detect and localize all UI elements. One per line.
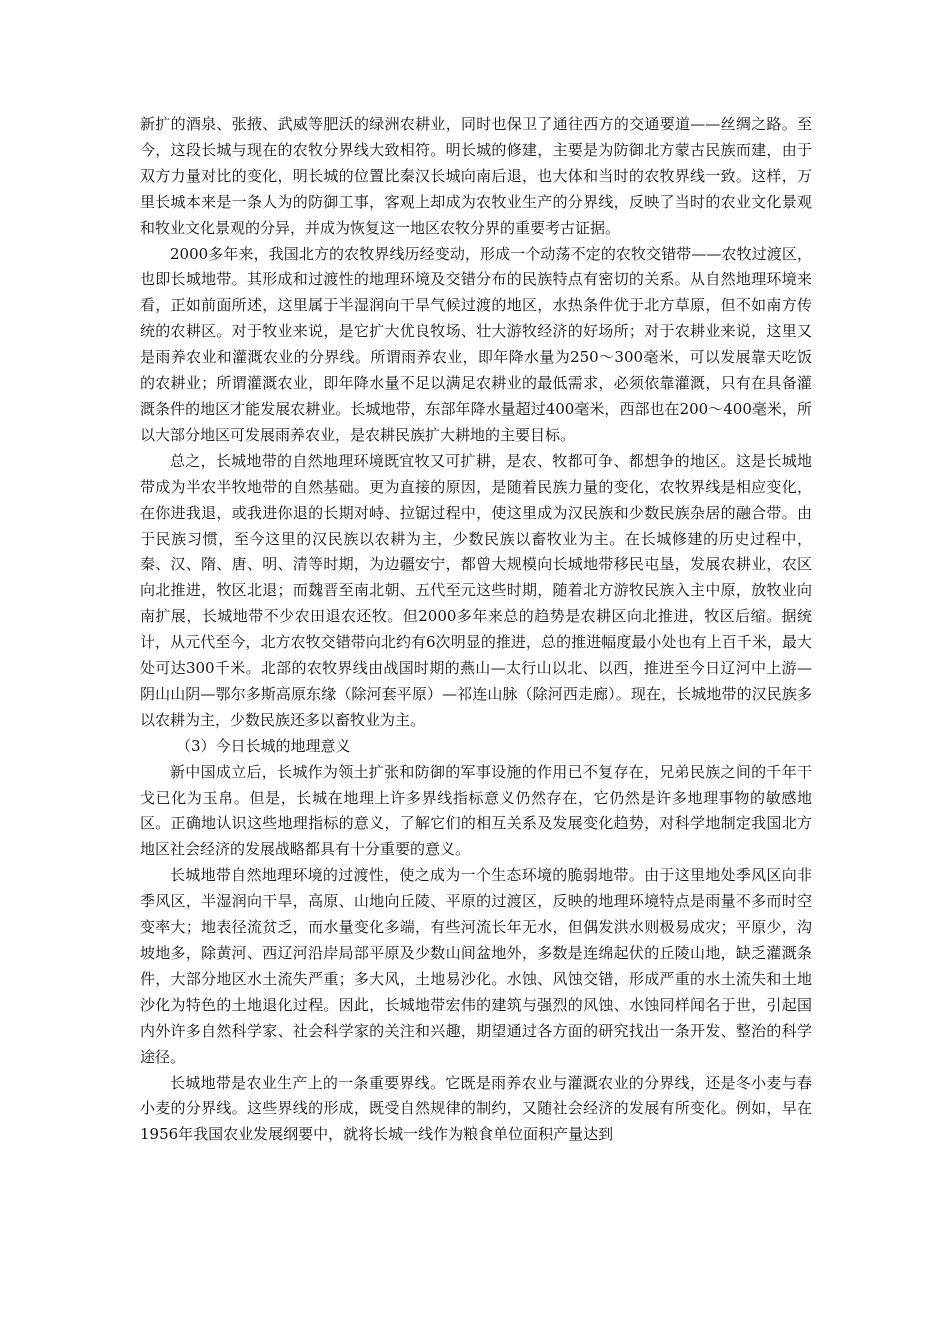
paragraph-1: 新扩的酒泉、张掖、武威等肥沃的绿洲农耕业，同时也保卫了通往西方的交通要道——丝绸之路。至今，这段长城与现在的农牧分界线大致相符。明长城的修建，主要是为防御北方蒙古民族而建，由于双方力量对比的变化，明长城的位置比秦汉长城向南后退，也大体和当时的农牧界线一致。这样，万里长城本来是一条人为的防御工事，客观上却成为农牧业生产的分界线，反映了当时的农业文化景观和牧业文化景观的分异，并成为恢复这一地区农牧分界的重要考古证据。	[140, 115, 812, 237]
paragraph-2: 2000多年来，我国北方的农牧界线历经变动，形成一个动荡不定的农牧交错带——农牧过渡区，也即长城地带。其形成和过渡性的地理环境及交错分布的民族特点有密切的关系。从自然地理环境来看，正如前面所述，这里属于半湿润向干旱气候过渡的地区，水热条件优于北方草原，但不如南方传统的农耕区。对于牧业来说，是它扩大优良牧场、壮大游牧经济的好场所；对于农耕业来说，这里又是雨养农业和灌溉农业的分界线。所谓雨养农业，即年降水量为250～300毫米，可以发展靠天吃饭的农耕业；所谓灌溉农业，即年降水量不足以满足农耕业的最低需求，必须依靠灌溉，只有在具备灌溉条件的地区才能发展农耕业。长城地带，东部年降水量超过400毫米，西部也在200～400毫米，所以大部分地区可发展雨养农业，是农耕民族扩大耕地的主要目标。	[140, 244, 812, 444]
document-body	[140, 112, 812, 1148]
section-heading: （3）今日长城的地理意义	[176, 736, 351, 755]
paragraph-6: 长城地带是农业生产上的一条重要界线。它既是雨养农业与灌溉农业的分界线，还是冬小麦与春小麦的分界线。这些界线的形成，既受自然规律的制约，又随社会经济的发展有所变化。例如，早在1956年我国农业发展纲要中，就将长城一线作为粮食单位面积产量达到	[140, 1073, 812, 1144]
paragraph-3: 总之，长城地带的自然地理环境既宜牧又可扩耕，是农、牧都可争、都想争的地区。这是长城地带成为半农半牧地带的自然基础。更为直接的原因，是随着民族力量的变化，农牧界线是相应变化，在你进我退，或我进你退的长期对峙、拉锯过程中，使这里成为汉民族和少数民族杂居的融合带。由于民族习惯，至今这里的汉民族以农耕为主，少数民族以畜牧业为主。在长城修建的历史过程中，秦、汉、隋、唐、明、清等时期，为边疆安宁，都曾大规模向长城地带移民屯垦，发展农耕业，农区向北推进，牧区北退；而魏晋至南北朝、五代至元这些时期，随着北方游牧民族入主中原，放牧业向南扩展，长城地带不少农田退农还牧。但2000多年来总的趋势是农耕区向北推进，牧区后缩。据统计，从元代至今，北方农牧交错带向北约有6次明显的推进，总的推进幅度最小处也有上百千米，最大处可达300千米。北部的农牧界线由战国时期的燕山—太行山以北、以西，推进至今日辽河中上游—阴山山阴—鄂尔多斯高原东缘（除河套平原）—祁连山脉（除河西走廊）。现在，长城地带的汉民族多以农耕为主，少数民族还多以畜牧业为主。	[140, 451, 812, 729]
paragraph-4: 新中国成立后，长城作为领土扩张和防御的军事设施的作用已不复存在，兄弟民族之间的千年干戈已化为玉帛。但是，长城在地理上许多界线指标意义仍然存在，它仍然是许多地理事物的敏感地区。正确地认识这些地理指标的意义，了解它们的相互关系及发展变化趋势，对科学地制定我国北方地区社会经济的发展战略都具有十分重要的意义。	[140, 762, 812, 859]
paragraph-5: 长城地带自然地理环境的过渡性，使之成为一个生态环境的脆弱地带。由于这里地处季风区向非季风区，半湿润向干旱，高原、山地向丘陵、平原的过渡区，反映的地理环境特点是雨量不多而时空变率大；地表径流贫乏，而水量变化多端，有些河流长年无水，但偶发洪水则极易成灾；平原少，沟坡地多，除黄河、西辽河沿岸局部平原及少数山间盆地外，多数是连绵起伏的丘陵山地，缺乏灌溉条件，大部分地区水土流失严重；多大风，土地易沙化。水蚀、风蚀交错，形成严重的水土流失和土地沙化为特色的土地退化过程。因此，长城地带宏伟的建筑与强烈的风蚀、水蚀同样闻名于世，引起国内外许多自然科学家、社会科学家的关注和兴趣，期望通过各方面的研究找出一条开发、整治的科学途径。	[140, 866, 812, 1066]
